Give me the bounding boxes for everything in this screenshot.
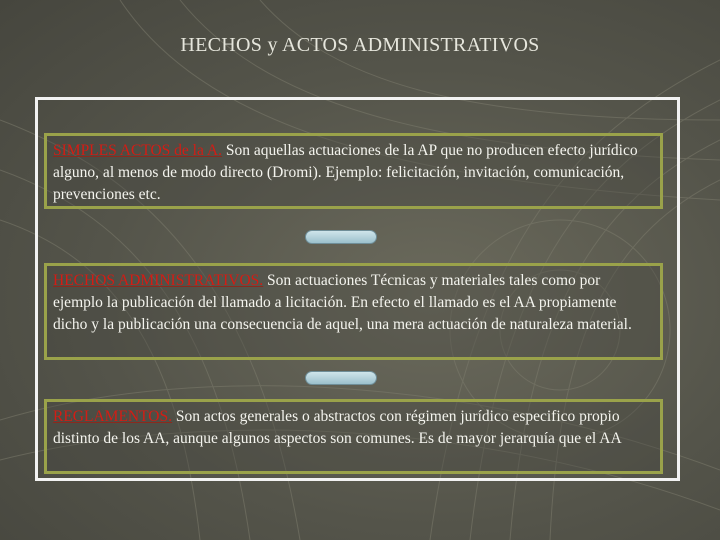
definition-box-hechos-administrativos (44, 263, 663, 360)
definition-box-reglamentos (44, 399, 663, 474)
definition-box-simples-actos (44, 133, 663, 209)
definition-text: Son actos generales o abstractos con régimen jurídico especifico propio distinto de los AA, aunque algunos aspectos son comunes. Es de mayor jerarquía que el AA (53, 408, 622, 447)
separator-pill (305, 371, 377, 385)
slide-title: HECHOS y ACTOS ADMINISTRATIVOS (180, 34, 540, 56)
term-label: SIMPLES ACTOS de la A. (53, 142, 222, 159)
term-label: REGLAMENTOS. (53, 408, 172, 425)
definition-text: Son aquellas actuaciones de la AP que no producen efecto jurídico alguno, al menos de modo directo (Dromi). Ejemplo: felicitación, invitación, comunicación, prevenciones etc. (53, 142, 638, 203)
separator-pill (305, 230, 377, 244)
definition-text: Son actuaciones Técnicas y materiales tales como por ejemplo la publicación del llamado a licitación. En efecto el llamado es el AA propiamente dicho y la publicación una consecuencia de aquel, una mera actuación de naturaleza material. (53, 272, 632, 333)
term-label: HECHOS ADMINISTRATIVOS. (53, 272, 264, 289)
